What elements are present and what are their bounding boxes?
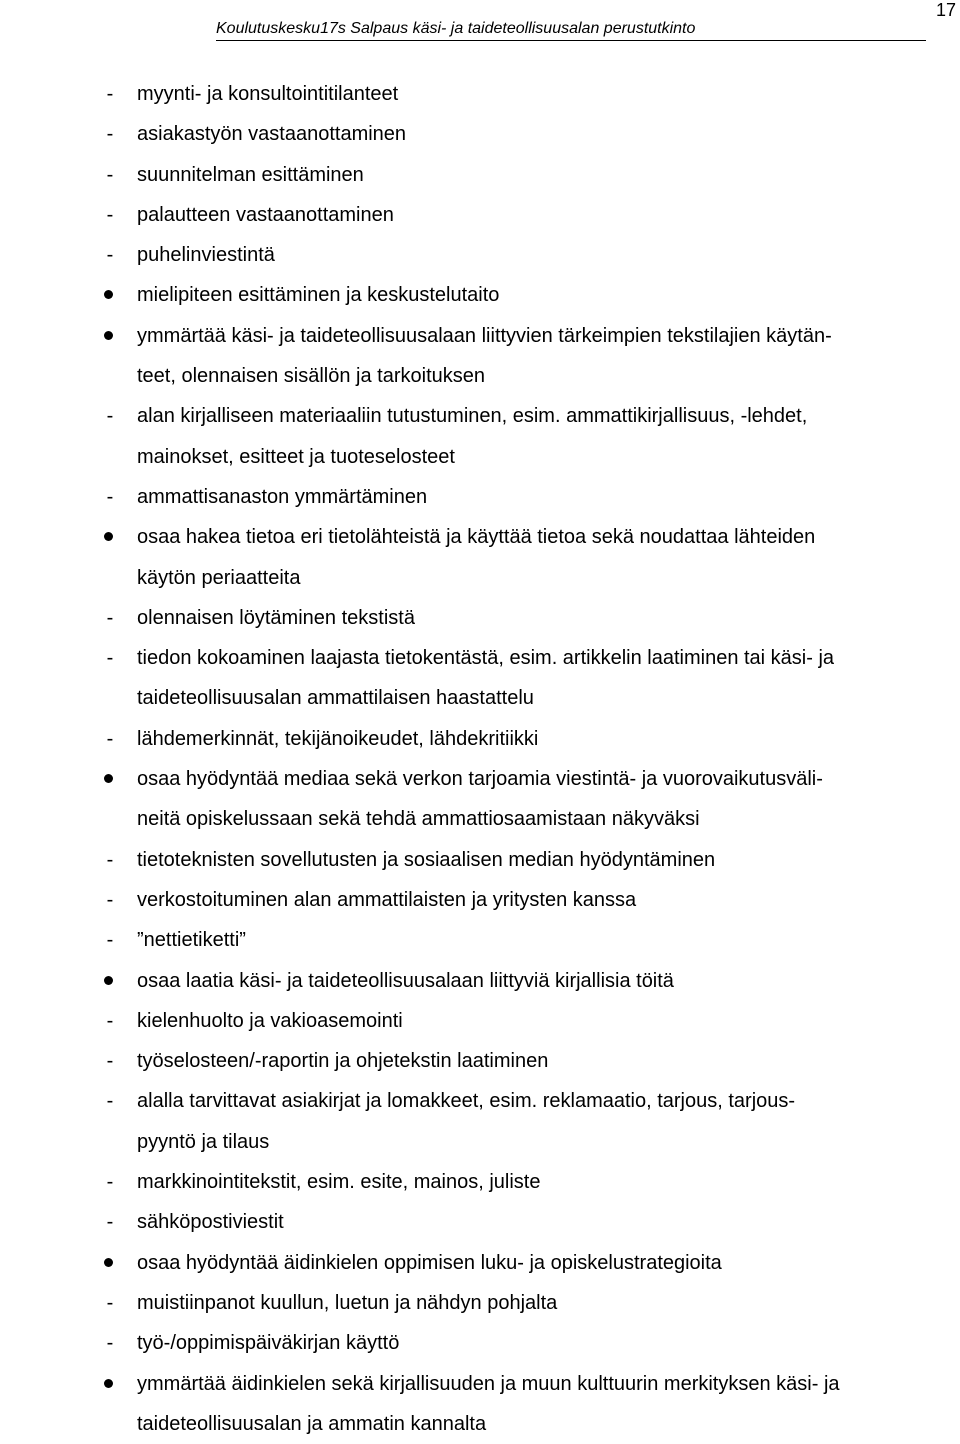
item-text-line: taideteollisuusalan ja ammatin kannalta (137, 1404, 950, 1444)
item-text-line: työ-/oppimispäiväkirjan käyttö (137, 1323, 950, 1363)
item-text-line: puhelinviestintä (137, 235, 950, 275)
header-rule (216, 40, 926, 41)
item-text-line: ymmärtää äidinkielen sekä kirjallisuuden ja muun kulttuurin merkityksen käsi- ja (137, 1364, 950, 1404)
dash-item (0, 1202, 960, 1242)
item-text-line: pyyntö ja tilaus (137, 1122, 950, 1162)
item-text-line: sähköpostiviestit (137, 1202, 950, 1242)
dash-marker (98, 880, 122, 920)
item-text-line: mielipiteen esittäminen ja keskustelutaito (137, 275, 950, 315)
dash-marker (98, 74, 122, 114)
bullet-item (0, 759, 960, 840)
item-text-line: osaa hakea tietoa eri tietolähteistä ja käyttää tietoa sekä noudattaa lähteiden (137, 517, 950, 557)
dash-item (0, 1323, 960, 1363)
item-text-line: verkostoituminen alan ammattilaisten ja yritysten kanssa (137, 880, 950, 920)
dash-marker (98, 840, 122, 880)
item-text-line: markkinointitekstit, esim. esite, mainos, juliste (137, 1162, 950, 1202)
dash-item (0, 1041, 960, 1081)
item-text-line: kielenhuolto ja vakioasemointi (137, 1001, 950, 1041)
bullet-item (0, 316, 960, 397)
dash-marker (98, 638, 122, 678)
item-text-line: osaa hyödyntää äidinkielen oppimisen luku- ja opiskelustrategioita (137, 1243, 950, 1283)
page-header (0, 0, 960, 40)
dash-marker (98, 1081, 122, 1121)
bullet-item (0, 517, 960, 598)
dash-item (0, 719, 960, 759)
dash-marker (98, 155, 122, 195)
dash-item (0, 1162, 960, 1202)
dash-item (0, 74, 960, 114)
dash-marker (98, 1041, 122, 1081)
dash-item (0, 598, 960, 638)
dash-item (0, 1081, 960, 1162)
item-text-line: muistiinpanot kuullun, luetun ja nähdyn pohjalta (137, 1283, 950, 1323)
dash-marker (98, 477, 122, 517)
dash-marker (98, 719, 122, 759)
dash-marker (98, 396, 122, 436)
dash-marker (98, 1323, 122, 1363)
dash-marker (98, 920, 122, 960)
dash-marker (98, 1162, 122, 1202)
item-text-line: neitä opiskelussaan sekä tehdä ammattiosaamistaan näkyväksi (137, 799, 950, 839)
bullet-item (0, 1364, 960, 1444)
dash-item (0, 477, 960, 517)
item-text-line: ymmärtää käsi- ja taideteollisuusalaan liittyvien tärkeimpien tekstilajien käytän- (137, 316, 950, 356)
dash-marker (98, 1283, 122, 1323)
document-list (0, 74, 960, 1444)
dash-item (0, 1001, 960, 1041)
item-text-line: käytön periaatteita (137, 558, 950, 598)
dash-item (0, 114, 960, 154)
dash-item (0, 638, 960, 719)
item-text-line: olennaisen löytäminen tekstistä (137, 598, 950, 638)
dash-marker (98, 114, 122, 154)
item-text-line: asiakastyön vastaanottaminen (137, 114, 950, 154)
item-text-line: palautteen vastaanottaminen (137, 195, 950, 235)
item-text-line: ”nettietiketti” (137, 920, 950, 960)
dash-item (0, 1283, 960, 1323)
dash-item (0, 920, 960, 960)
dash-marker (98, 1001, 122, 1041)
item-text-line: alan kirjalliseen materiaaliin tutustuminen, esim. ammattikirjallisuus, -lehdet, (137, 396, 950, 436)
item-text-line: tiedon kokoaminen laajasta tietokentästä, esim. artikkelin laatiminen tai käsi- ja (137, 638, 950, 678)
dash-marker (98, 598, 122, 638)
item-text-line: alalla tarvittavat asiakirjat ja lomakkeet, esim. reklamaatio, tarjous, tarjous- (137, 1081, 950, 1121)
dash-marker (98, 195, 122, 235)
item-text-line: myynti- ja konsultointitilanteet (137, 74, 950, 114)
header-title: Koulutuskesku17s Salpaus käsi- ja taideteollisuusalan perustutkinto (216, 19, 695, 39)
page-number: 17 (936, 0, 956, 20)
dash-item (0, 880, 960, 920)
dash-item (0, 155, 960, 195)
item-text-line: taideteollisuusalan ammattilaisen haastattelu (137, 678, 950, 718)
dash-item (0, 195, 960, 235)
item-text-line: suunnitelman esittäminen (137, 155, 950, 195)
item-text-line: osaa laatia käsi- ja taideteollisuusalaan liittyviä kirjallisia töitä (137, 961, 950, 1001)
dash-item (0, 235, 960, 275)
bullet-item (0, 1243, 960, 1283)
item-text-line: lähdemerkinnät, tekijänoikeudet, lähdekritiikki (137, 719, 950, 759)
dash-marker (98, 1202, 122, 1242)
dash-item (0, 840, 960, 880)
bullet-item (0, 275, 960, 315)
bullet-item (0, 961, 960, 1001)
item-text-line: työselosteen/-raportin ja ohjetekstin laatiminen (137, 1041, 950, 1081)
item-text-line: tietoteknisten sovellutusten ja sosiaalisen median hyödyntäminen (137, 840, 950, 880)
dash-marker (98, 235, 122, 275)
item-text-line: osaa hyödyntää mediaa sekä verkon tarjoamia viestintä- ja vuorovaikutusväli- (137, 759, 950, 799)
item-text-line: teet, olennaisen sisällön ja tarkoituksen (137, 356, 950, 396)
item-text-line: mainokset, esitteet ja tuoteselosteet (137, 437, 950, 477)
dash-item (0, 396, 960, 477)
item-text-line: ammattisanaston ymmärtäminen (137, 477, 950, 517)
